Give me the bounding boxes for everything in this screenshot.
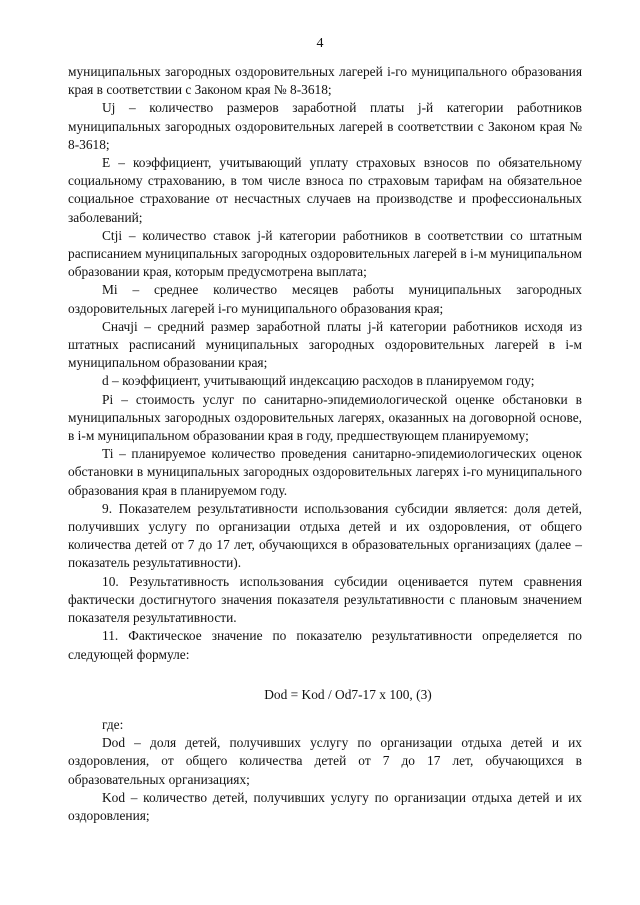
paragraph: E – коэффициент, учитывающий уплату страховых взносов по обязательному социальному страхованию, в том числе взноса по страховым тарифам на обязательное социальное страхование от несчастных случаев на производстве и профессиональных заболеваний; — [68, 155, 582, 225]
clause-10: 10. Результативность использования субсидии оценивается путем сравнения фактически достигнутого значения показателя результативности с плановым значением показателя результативности. — [68, 573, 582, 626]
paragraph: Ctji – количество ставок j-й категории работников в соответствии со штатным расписанием муниципальных загородных оздоровительных лагерей в i-м муниципальном образовании края, которым предусмотрена выплата; — [68, 227, 582, 280]
clause-9: 9. Показателем результативности использования субсидии является: доля детей, получивших услугу по организации отдыха детей и их оздоровления, от общего количества детей от 7 до 17 лет, обучающихся в образовательных организациях (далее – показатель результативности). — [68, 500, 582, 571]
paragraph: Uj – количество размеров заработной платы j-й категории работников муниципальных загородных оздоровительных лагерей в соответствии с Законом края № 8-3618; — [68, 100, 582, 152]
paragraph: муниципальных загородных оздоровительных лагерей i-го муниципального образования края в соответствии с Законом края № 8-3618; — [68, 64, 582, 98]
clause-11: 11. Фактическое значение по показателю результативности определяется по следующей формуле: — [68, 628, 582, 662]
paragraph: Mi – среднее количество месяцев работы муниципальных загородных оздоровительных лагерей i-го муниципального образования края; — [68, 282, 582, 316]
paragraph: Pi – стоимость услуг по санитарно-эпидемиологической оценке обстановки в муниципальных загородных оздоровительных лагерях, оказанных на договорной основе, в i-м муниципальном образовании края в году, предшествующем планируемому; — [68, 391, 582, 444]
formula: Dod = Kod / Od7-17 x 100, (3) — [264, 686, 432, 702]
paragraph: Dod – доля детей, получивших услугу по организации отдыха детей и их оздоровления, от общего количества детей от 7 до 17 лет, обучающихся в образовательных организациях; — [68, 735, 582, 787]
paragraph: Ti – планируемое количество проведения санитарно-эпидемиологических оценок обстановки в муниципальных загородных оздоровительных лагерях i-го муниципального образования края в планируемом году. — [68, 446, 582, 498]
where-label: где: — [102, 716, 124, 732]
paragraph: Kod – количество детей, получивших услугу по организации отдыха детей и их оздоровления; — [68, 789, 582, 823]
paragraph: d – коэффициент, учитывающий индексацию расходов в планируемом году; — [102, 373, 535, 389]
document-body — [68, 63, 582, 825]
paragraph: Cначji – средний размер заработной платы j-й категории работников исходя из штатных расписаний муниципальных загородных оздоровительных лагерей в i-м муниципальном образовании края; — [68, 318, 582, 371]
page-number: 4 — [316, 36, 324, 51]
